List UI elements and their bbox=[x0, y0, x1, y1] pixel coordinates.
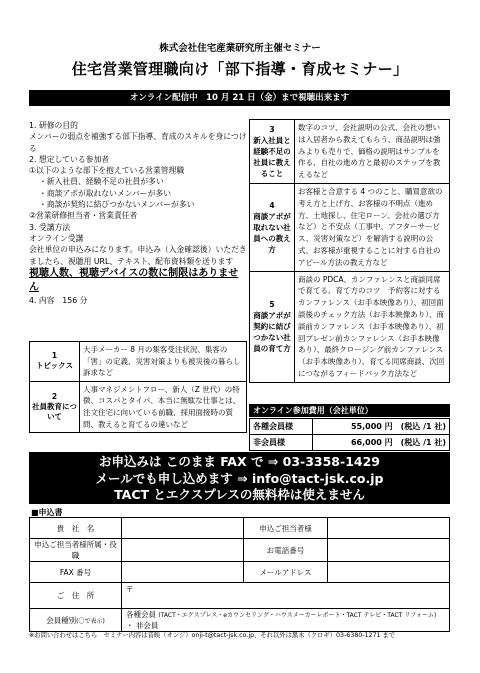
table-row bbox=[250, 120, 450, 184]
row-topic: 商談アポが契約に結びつかない社員の育て方 bbox=[253, 311, 291, 354]
table-row bbox=[30, 342, 247, 382]
info-column bbox=[29, 120, 247, 306]
row-text: 大手メーカー 8 月の集客受注状況、集客の「害」の定義、災害対策よりも被災後の暮らし訴求など bbox=[80, 342, 247, 382]
form-row bbox=[30, 518, 450, 539]
phone-field[interactable] bbox=[328, 539, 450, 562]
company-field[interactable] bbox=[122, 518, 244, 539]
row-number: 1 bbox=[51, 351, 58, 361]
person-field[interactable] bbox=[328, 518, 450, 539]
fax-field[interactable] bbox=[122, 562, 244, 583]
row-text: 人事マネジメントフロー、新人（Z 世代）の特徴、コスパとタイパ、本当に無駄な仕事とは、注文住宅に向いている前職、採用面接時の質問、教えると育てるの違いなど bbox=[80, 381, 247, 432]
section-4-title: 4. 内容 156 分 bbox=[29, 295, 88, 305]
membership-note: (〇で表示) bbox=[76, 617, 105, 625]
row-topic: 商談アポが取れない社員への教え方 bbox=[253, 211, 291, 254]
fee-amount: 66,000 円 (税込 /1 社) bbox=[313, 435, 450, 451]
section-3-title: 3. 受講方法 bbox=[29, 222, 71, 232]
company-label: 貴 社 名 bbox=[30, 518, 122, 539]
form-row bbox=[30, 583, 450, 609]
table-row bbox=[250, 183, 450, 271]
fax-label: FAX 番号 bbox=[30, 562, 122, 583]
row-text: 数字のコツ、会社説明の公式、会社の想いは入居者から教えてもらう、商品説明は強みよりも売りで、価格の説明はサンプルを作る、自社の進め方と最初のステップを教えるなど bbox=[295, 120, 450, 184]
row-label bbox=[250, 271, 295, 382]
footer-contact: ※お問い合わせはこちら セミナー内容は音映（オンジ）onji-t@tact-jsk.co.jp、それ以外は黒木（クロギ）03-6380-1271 まで bbox=[29, 632, 396, 639]
header bbox=[0, 0, 480, 118]
row-label bbox=[30, 342, 80, 382]
section-2-sub-2: ・商談アポが取れないメンバーが多い bbox=[39, 188, 171, 198]
page-title: 住宅営業管理職向け「部下指導・育成セミナー」 bbox=[71, 60, 409, 78]
table-row bbox=[250, 271, 450, 382]
section-2-sub-1: ・新入社員、経験不足の社員が多い bbox=[39, 177, 164, 187]
row-number: 3 bbox=[269, 124, 275, 134]
email-label: メールアドレス bbox=[244, 562, 328, 583]
member-option-detail: (TACT・エクスプレス・eカウンセリング・ハウスメーカーレポート・TACT テレビ・TACT リフォーム) bbox=[158, 612, 437, 619]
row-number: 5 bbox=[269, 300, 275, 310]
form-label: ■申込書 bbox=[31, 508, 63, 517]
membership-field[interactable]: 各種会員 (TACT・エクスプレス・eカウンセリング・ハウスメーカーレポート・TACT テレビ・TACT リフォーム) ・ 非会員 bbox=[122, 609, 450, 632]
postal-mark: 〒 bbox=[126, 585, 134, 594]
section-1-body: メンバーの弱点を補強する部下指導、育成のスキルを身につける bbox=[29, 132, 247, 153]
organizer: 株式会社住宅産業研究所主催セミナー bbox=[159, 43, 321, 54]
table-row bbox=[250, 435, 450, 451]
contents-table bbox=[29, 341, 247, 433]
table-row bbox=[30, 381, 247, 432]
apply-fax-line: お申込みは このまま FAX で ⇒ 03-3358-1429 bbox=[98, 454, 380, 469]
form-row bbox=[30, 562, 450, 583]
member-option[interactable]: 各種会員 bbox=[126, 610, 156, 619]
email-field[interactable] bbox=[328, 562, 450, 583]
dept-field[interactable] bbox=[122, 539, 244, 562]
row-text: 商談の PDCA、カンファレンスと商談同席で育てる、育て方のコツ 予約客に対するカンファレンス（お手本映像あり）、初回面談後のチェック方法（お手本映像あり）、商談前カンファレンス（お手本映像あり）、初回プレゼン前カンファレンス（お手本映像あり）、最終クロージング前カンファレンス（お手本映像あり）、育てる同席商談、次回につながるフィードバック方法など bbox=[295, 271, 450, 382]
address-label: ご 住 所 bbox=[30, 583, 122, 609]
fee-type: 各種会員様 bbox=[250, 419, 313, 435]
fee-table bbox=[249, 418, 450, 451]
table-row bbox=[250, 419, 450, 435]
row-topic: 社員教育について bbox=[32, 401, 77, 421]
row-label bbox=[30, 381, 80, 432]
form-row bbox=[30, 609, 450, 632]
section-1-title: 1. 研修の目的 bbox=[29, 121, 78, 130]
section-2-item-1: ①以下のような部下を抱えている営業管理職 bbox=[29, 166, 185, 176]
apply-note-line: TACT とエクスプレスの無料枠は使えません bbox=[114, 487, 365, 502]
address-field[interactable] bbox=[122, 583, 450, 609]
membership-label bbox=[30, 609, 122, 632]
row-label bbox=[250, 183, 295, 271]
row-number: 4 bbox=[269, 200, 275, 210]
membership-title: 会員種別 bbox=[46, 615, 77, 625]
apply-email-line: メールでも申し込めます ⇒ info@tact-jsk.co.jp bbox=[95, 470, 384, 486]
person-label: 申込ご担当者様 bbox=[244, 518, 328, 539]
row-label bbox=[250, 120, 295, 184]
no-limit-notice: 視聴人数、視聴デバイスの数に制限はありません bbox=[29, 267, 239, 293]
contents-table-right bbox=[249, 119, 450, 383]
apply-banner bbox=[29, 452, 450, 504]
fee-heading: オンライン参加費用（会社単位） bbox=[249, 404, 450, 417]
fee-type: 非会員様 bbox=[250, 435, 313, 451]
row-topic: トピックス bbox=[35, 361, 74, 371]
section-3-line-2: 会社単位の申込みになります。申込み（入金確認後）いただきましたら、視聴用 URL、テキスト、配布資料類を送ります bbox=[29, 245, 247, 266]
section-2-title: 2. 想定している参加者 bbox=[29, 154, 110, 164]
online-banner: オンライン配信中 10 月 21 日（金）まで視聴出来ます bbox=[29, 90, 450, 106]
fee-amount: 55,000 円 (税込 /1 社) bbox=[313, 419, 450, 435]
nonmember-option[interactable]: 非会員 bbox=[135, 621, 159, 630]
application-form bbox=[29, 517, 450, 632]
dept-label: 申込ご担当者様所属・役職 bbox=[30, 539, 122, 562]
row-number: 2 bbox=[51, 391, 58, 401]
row-text: お客様と合意する 4 つのこと、購買意欲の考え方と上げ方、お客様の不明点（進め方、土地探し、住宅ローン、会社の選び方など）と不安点（工事中、アフターサービス、災害対策など）を解消する説明の公式、お客様が重視することに対する自社のアピール方法の教え方など bbox=[295, 183, 450, 271]
section-3-line-1: オンライン受講 bbox=[29, 233, 84, 243]
form-row bbox=[30, 539, 450, 562]
section-2-sub-3: ・商談が契約に結びつかないメンバーが多い bbox=[39, 200, 195, 210]
row-topic: 新入社員と経験不足の社員に教えること bbox=[253, 135, 291, 178]
section-2-item-2: ②営業研修担当者・営業責任者 bbox=[29, 211, 138, 221]
phone-label: お電話番号 bbox=[244, 539, 328, 562]
